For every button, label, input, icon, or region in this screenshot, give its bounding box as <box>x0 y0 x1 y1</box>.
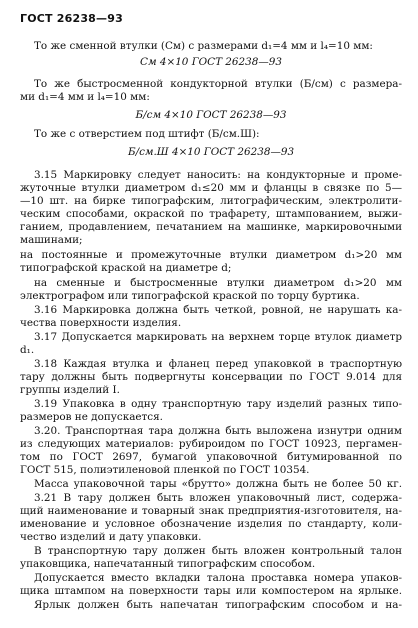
text-line: машинами; <box>20 234 83 246</box>
text-line: 3.20. Транспортная тара должна быть выложена изнутри одним <box>34 425 402 437</box>
standard-header: ГОСТ 26238—93 <box>20 12 123 25</box>
text-line: 3.21 В тару должен быть вложен упаковочный лист, содержа- <box>34 492 402 504</box>
text-line: ми d₁=4 мм и l₄=10 мм: <box>20 91 150 103</box>
text-line: размеров не допускается. <box>20 411 163 423</box>
text-line: Ярлык должен быть напечатан типографским способом и на- <box>34 599 402 611</box>
text-line: электрографом или типографской краской по торцу буртика. <box>20 290 360 302</box>
text-line: 3.15 Маркировку следует наносить: на кондукторные и проме- <box>34 169 402 181</box>
text-line: жуточные втулки диаметром d₁≤20 мм и фланцы в связке по 5— <box>20 182 402 194</box>
text-line: на сменные и быстросменные втулки диаметром d₁>20 мм <box>34 277 402 289</box>
text-line: типографской краской на диаметре d; <box>20 262 232 274</box>
text-line: Масса упаковочной тары «брутто» должна быть не более 50 кг. <box>34 478 402 490</box>
text-line: 3.17 Допускается маркировать на верхнем торце втулок диаметр <box>34 331 402 343</box>
text-line: тару должны быть подвергнуты консервации по ГОСТ 9.014 для <box>20 371 402 383</box>
text-line: ГОСТ 515, полиэтиленовой пленкой по ГОСТ 10354. <box>20 464 310 476</box>
text-line: —10 шт. на бирке типографским, литографическим, электролити- <box>20 195 402 207</box>
designation-example: Б/см.Ш 4×10 ГОСТ 26238—93 <box>127 146 295 158</box>
text-line: Допускается вместо вкладки талона проставка номера упаков- <box>34 572 402 584</box>
text-line: ганием, продавлением, печатанием на машинке, маркировочными <box>20 221 402 233</box>
text-line: ческим способами, окраской по трафарету, штампованием, выжи- <box>20 208 402 220</box>
text-line: чества поверхности изделия. <box>20 317 182 329</box>
text-line: на постоянные и промежуточные втулки диаметром d₁>20 мм <box>20 249 402 261</box>
text-line: d₁. <box>20 344 35 356</box>
text-line: То же с отверстием под штифт (Б/см.Ш): <box>34 128 260 140</box>
text-line: чество изделий и дату упаковки. <box>20 531 202 543</box>
text-line: 3.19 Упаковка в одну транспортную тару изделий разных типо- <box>34 398 402 410</box>
designation-example: См 4×10 ГОСТ 26238—93 <box>140 56 282 68</box>
text-line: группы изделий I. <box>20 384 120 396</box>
text-line: В транспортную тару должен быть вложен контрольный талон <box>34 545 402 557</box>
text-line: упаковщика, напечатанный типографским способом. <box>20 558 316 570</box>
text-line: из следующих материалов: рубироидом по ГОСТ 10923, пергамен- <box>20 438 402 450</box>
text-line: щий наименование и товарный знак предприятия-изготовителя, на- <box>20 505 402 517</box>
text-line: То же быстросменной кондукторной втулки (Б/см) с размера- <box>34 78 402 90</box>
text-line: щика штампом на поверхности тары или компостером на ярлыке. <box>20 585 402 597</box>
text-line: 3.18 Каждая втулка и фланец перед упаковкой в траспортную <box>34 358 402 370</box>
text-line: том по ГОСТ 2697, бумагой упаковочной битумированной по <box>20 451 402 463</box>
text-line: именование и условное обозначение изделия по стандарту, коли- <box>20 518 402 530</box>
designation-example: Б/см 4×10 ГОСТ 26238—93 <box>135 109 287 121</box>
text-line: 3.16 Маркировка должна быть четкой, ровной, не нарушать ка- <box>34 304 402 316</box>
text-line: То же сменной втулки (См) с размерами d₁=4 мм и l₄=10 мм: <box>34 40 373 52</box>
